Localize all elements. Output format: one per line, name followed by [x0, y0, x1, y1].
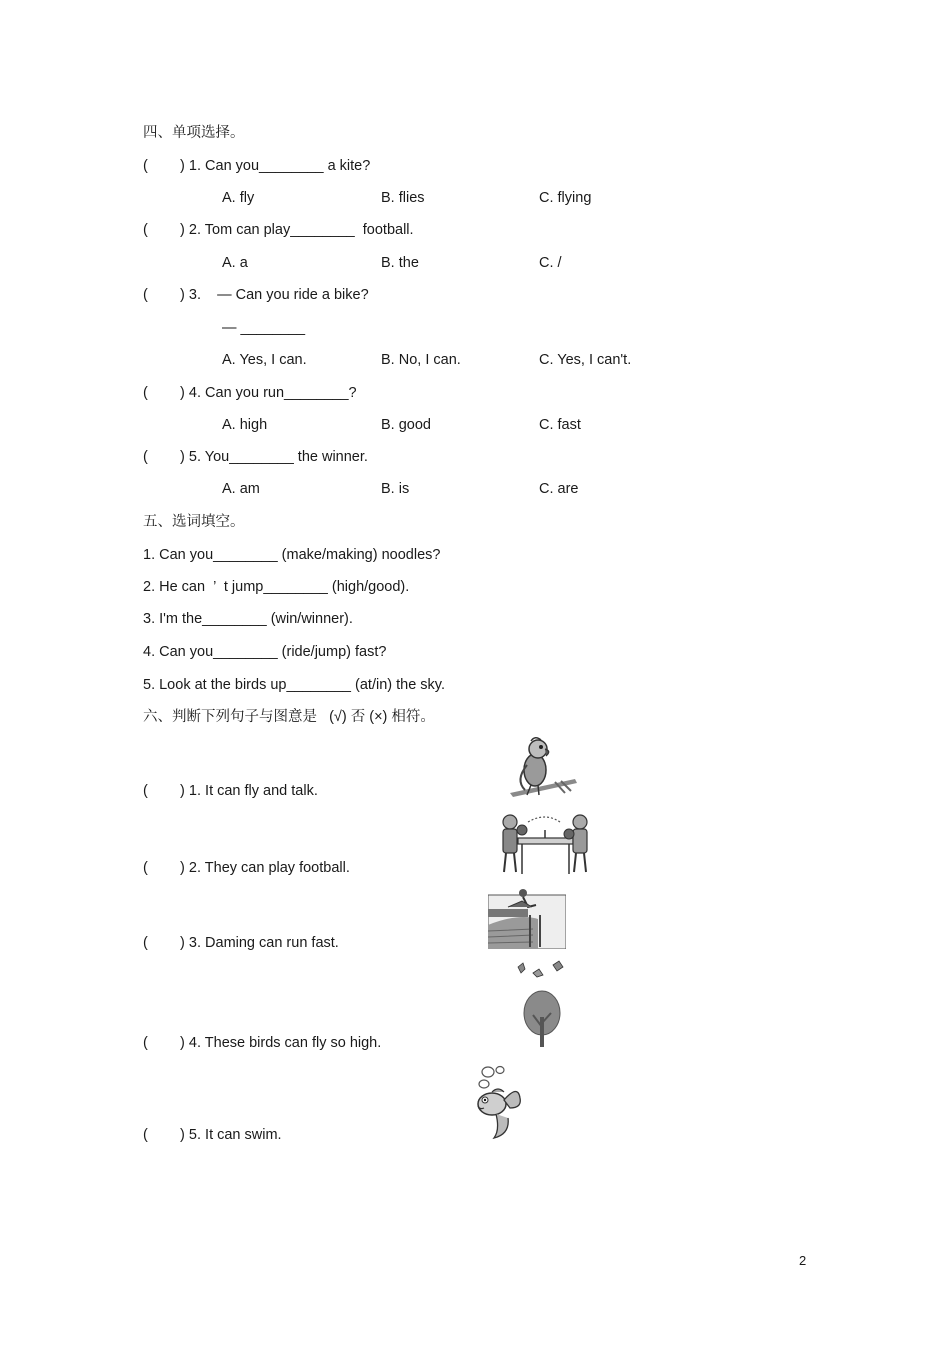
- fill-item-2: 2. He can ’ t jump________ (high/good).: [143, 579, 410, 595]
- judge-item-5: ( ) 5. It can swim.: [143, 1127, 282, 1143]
- section4-title: 四、单项选择。: [143, 125, 245, 141]
- q5-option-a: A. am: [222, 481, 260, 497]
- section6-title: 六、判断下列句子与图意是 (√) 否 (×) 相符。: [143, 709, 435, 725]
- q1-option-a: A. fly: [222, 190, 255, 206]
- parrot-icon: [505, 735, 580, 800]
- section5-title: 五、选词填空。: [143, 514, 245, 530]
- q3-option-b: B. No, I can.: [381, 352, 461, 368]
- question-5: ( ) 5. You________ the winner.: [143, 449, 368, 465]
- fill-item-4: 4. Can you________ (ride/jump) fast?: [143, 644, 387, 660]
- q4-option-c: C. fast: [539, 417, 581, 433]
- q2-option-a: A. a: [222, 255, 248, 271]
- judge-item-4: ( ) 4. These birds can fly so high.: [143, 1035, 382, 1051]
- page-number: 2: [799, 1253, 807, 1268]
- q5-option-b: B. is: [381, 481, 410, 497]
- question-1: ( ) 1. Can you________ a kite?: [143, 158, 371, 174]
- judge-item-2: ( ) 2. They can play football.: [143, 860, 350, 876]
- birds-tree-icon: [515, 957, 570, 1049]
- q3-answer-line: — ________: [222, 320, 306, 336]
- q1-option-c: C. flying: [539, 190, 592, 206]
- question-4: ( ) 4. Can you run________?: [143, 385, 357, 401]
- q5-option-c: C. are: [539, 481, 579, 497]
- question-2: ( ) 2. Tom can play________ football.: [143, 222, 414, 238]
- fill-item-3: 3. I'm the________ (win/winner).: [143, 611, 353, 627]
- fill-item-1: 1. Can you________ (make/making) noodles?: [143, 547, 441, 563]
- judge-item-3: ( ) 3. Daming can run fast.: [143, 935, 339, 951]
- judge-item-1: ( ) 1. It can fly and talk.: [143, 783, 318, 799]
- fill-item-5: 5. Look at the birds up________ (at/in) the sky.: [143, 677, 446, 693]
- q4-option-b: B. good: [381, 417, 431, 433]
- q3-option-a: A. Yes, I can.: [222, 352, 307, 368]
- swimming-pool-icon: [488, 885, 566, 949]
- ping-pong-icon: [498, 808, 593, 876]
- q2-option-c: C. /: [539, 255, 562, 271]
- question-3: ( ) 3. — Can you ride a bike?: [143, 287, 369, 303]
- q4-option-a: A. high: [222, 417, 268, 433]
- q2-option-b: B. the: [381, 255, 419, 271]
- goldfish-icon: [470, 1064, 528, 1142]
- q1-option-b: B. flies: [381, 190, 425, 206]
- q3-option-c: C. Yes, I can't.: [539, 352, 632, 368]
